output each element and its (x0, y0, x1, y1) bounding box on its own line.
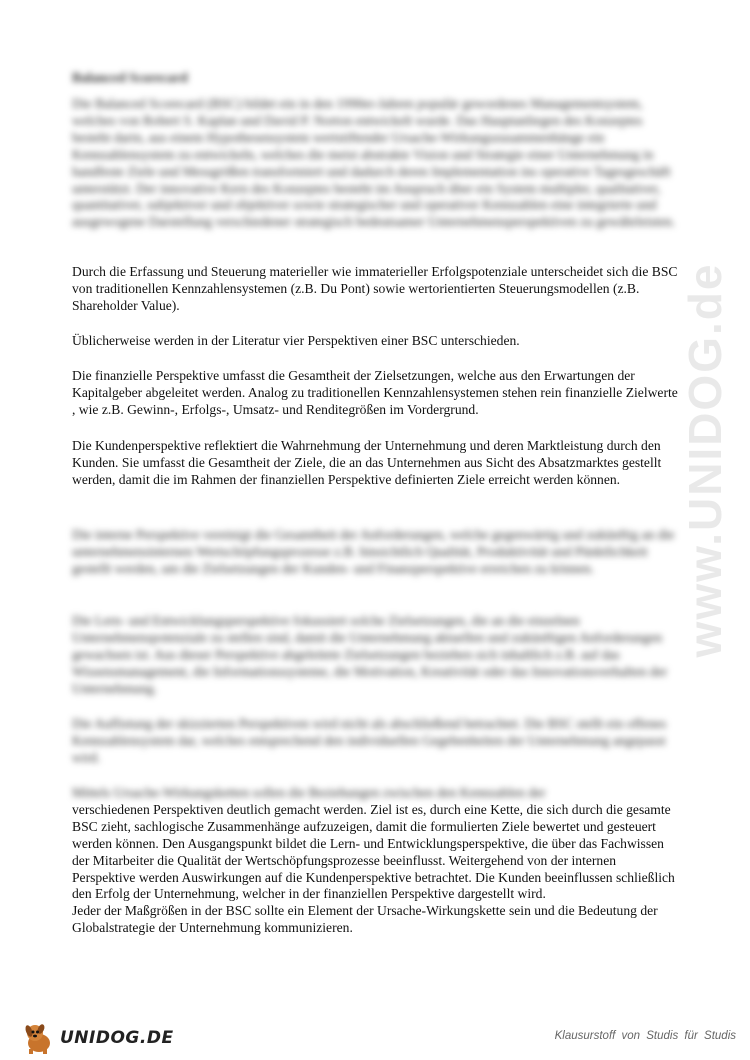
paragraph-block-7 (72, 716, 682, 767)
paragraph-0: Die Balanced Scorecard (BSC) bildet ein in den 1990er-Jahren populär gewordenes Managementsystem, welches von Robert S. Kaplan und David P. Norton entwickelt wurde. Das Hauptanliegen des Konzeptes besteht darin, aus einem Hypothesensystem wertstiftender Ursache-Wirkungszusammenhänge ein Kennzahlensystem zu entwickeln, welches die meist abstrakte Vision und Strategie einer Unternehmung in handfeste Ziele und Messgrößen transformiert und dadurch deren Implementation ins operative Tagesgeschäft unterstützt. Der innovative Kern des Konzeptes besteht im Anspruch über ein System multipler, qualitativer, quantitativer, subjektiver und objektiver sowie strategischer und operativer Kennzahlen eine integrierte und ausgewogene Darstellung verschiedener strategisch bedeutsamer Unternehmensperspektiven zu gewährleisten. (72, 96, 676, 230)
paragraph-3: Die finanzielle Perspektive umfasst die Gesamtheit der Zielsetzungen, welche aus den Erwartungen der Kapitalgeber abgeleitet werden. Analog zu traditionellen Kennzahlensystemen stehen rein finanzielle Zielwerte , wie z.B. Gewinn-, Erfolgs-, Umsatz- und Renditegrößen im Vordergrund. (72, 368, 678, 417)
paragraph-block-2 (72, 333, 682, 350)
unidog-logo (22, 1018, 174, 1058)
logo-text: UNIDOG.DE (60, 1028, 174, 1048)
footer-tagline: Klausurstoff von Studis für Studis (554, 1030, 736, 1042)
paragraph-closing: Jeder der Maßgrößen in der BSC sollte ein Element der Ursache-Wirkungskette sein und die Bedeutung der Globalstrategie der Unternehmung kommunizieren. (72, 903, 658, 936)
paragraph-block-4 (72, 438, 682, 489)
paragraph-6: Die Lern- und Entwicklungsperspektive fokussiert solche Zielsetzungen, die an die einzelnen Unternehmenspotenziale zu stellen sind, damit die Unternehmung aktuellen und zukünftigen Anforderungen gewachsen ist. Aus dieser Perspektive abgeleitete Zielsetzungen beziehen sich inhaltlich z.B. auf das Wissensmanagement, die Informationssysteme, die Motivation, Kreativität oder das Innovationsverhalten der Unternehmung. (72, 613, 668, 696)
watermark: www.UNIDOG.de (679, 262, 731, 658)
paragraph-1: Durch die Erfassung und Steuerung materieller wie immaterieller Erfolgspotenziale unterscheidet sich die BSC von traditionellen Kennzahlensystemen (z.B. Du Pont) sowie wertorientierten Steuerungsmodellen (z.B. Shareholder Value). (72, 264, 678, 313)
paragraph-8: verschiedenen Perspektiven deutlich gemacht werden. Ziel ist es, durch eine Kette, die sich durch die gesamte BSC zieht, sachlogische Zusammenhänge aufzuzeigen, damit die formulierten Ziele bewertet und gesteuert werden können. Den Ausgangspunkt bildet die Lern- und Entwicklungsperspektive, die über das Fachwissen der Mitarbeiter die Qualität der Wertschöpfungsprozesse beeinflusst. Weitergehend von der internen Perspektive werden Auswirkungen auf die Kundenperspektive betrachtet. Die Kunden beeinflussen schließlich den Erfolg der Unternehmung, welcher in der finanziellen Perspektive dargestellt wird. (72, 801, 675, 902)
paragraph-4: Die Kundenperspektive reflektiert die Wahrnehmung der Unternehmung und deren Marktleistung durch den Kunden. Sie umfasst die Gesamtheit der Ziele, die an das Unternehmen aus Sicht des Absatzmarktes gestellt werden, damit die im Rahmen der finanziellen Perspektive definierten Ziele erreicht werden können. (72, 438, 662, 487)
dog-mascot-icon (22, 1021, 56, 1055)
paragraph-7: Die Auflistung der skizzierten Perspektiven wird nicht als abschließend betrachtet. Die BSC stellt ein offenes Kennzahlensystem dar, welches entsprechend den individuellen Gegebenheiten der Unternehmung angepasst wird. (72, 716, 667, 765)
paragraph-5: Die interne Perspektive vereinigt die Gesamtheit der Anforderungen, welche gegenwärtig und zukünftig an die unternehmensinternen Wertschöpfungsprozesse z.B. hinsichtlich Qualität, Produktivität und Pünktlichkeit gestellt werden, um die Zielsetzungen der Kunden- und Finanzperspektive erreichen zu können. (72, 527, 675, 576)
paragraph-block-5 (72, 527, 682, 578)
paragraph-2: Üblicherweise werden in der Literatur vier Perspektiven einer BSC unterschieden. (72, 333, 520, 348)
paragraph-block-3 (72, 368, 682, 419)
paragraph-block-1 (72, 264, 682, 315)
paragraph-block-8 (72, 785, 682, 937)
paragraph-8-first-line: Mittels Ursache-Wirkungsketten sollen die Beziehungen zwischen den Kennzahlen der (72, 785, 546, 800)
paragraph-block-6 (72, 613, 682, 698)
paragraph-intro (72, 96, 682, 231)
document-heading: Balanced Scorecard (72, 70, 188, 85)
